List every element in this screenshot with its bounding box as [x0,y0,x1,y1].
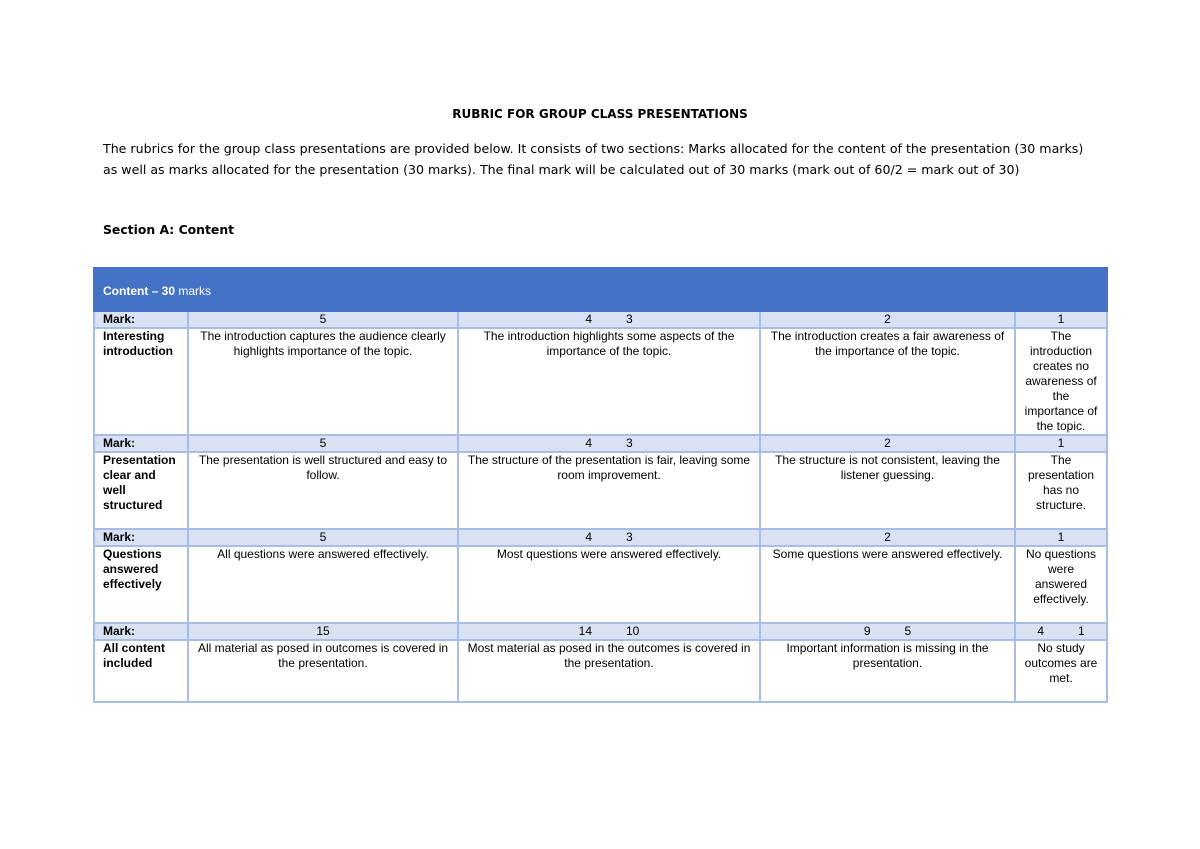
criterion-descriptor: Most questions were answered effectively. [458,546,760,623]
intro-line-2: as well as marks allocated for the presentation (30 marks). The final mark will be calculated out of 30 marks (mark out of 60/2 = mark out of 30) [103,162,1020,177]
criterion-name: Questions answered effectively [94,546,188,623]
criterion-descriptor: Most material as posed in the outcomes is covered in the presentation. [458,640,760,702]
mark-value: 4 [585,436,592,450]
mark-value: 9 [863,624,871,638]
mark-value-cell [458,623,760,640]
mark-value-cell [760,435,1015,452]
mark-row [94,435,1107,452]
criterion-descriptor: The introduction highlights some aspects of the importance of the topic. [458,328,760,435]
criterion-descriptor: The introduction creates a fair awareness of the importance of the topic. [760,328,1015,435]
mark-value-cell [458,529,760,546]
criterion-descriptor: The structure of the presentation is fair, leaving some room improvement. [458,452,760,529]
mark-label: Mark: [94,311,188,328]
mark-value-cell [188,435,458,452]
mark-value: 5 [904,624,912,638]
mark-label: Mark: [94,623,188,640]
mark-value: 1 [1057,436,1065,450]
criterion-descriptor: Important information is missing in the presentation. [760,640,1015,702]
mark-value-cell [1015,529,1107,546]
mark-value: 1 [1057,530,1065,544]
criterion-descriptor: The introduction creates no awareness of the importance of the topic. [1015,328,1107,435]
criterion-descriptor: All questions were answered effectively. [188,546,458,623]
criterion-descriptor: No study outcomes are met. [1015,640,1107,702]
mark-value: 4 [1037,624,1045,638]
mark-value-cell [458,435,760,452]
mark-row [94,623,1107,640]
intro-paragraph [103,138,1103,180]
table-banner-row [94,268,1107,311]
mark-value-cell [760,623,1015,640]
mark-value: 5 [319,312,327,326]
section-heading: Section A: Content [103,222,235,237]
mark-value: 5 [319,436,327,450]
mark-value: 15 [316,624,330,638]
mark-value-cell [188,623,458,640]
mark-value: 14 [578,624,592,638]
mark-value: 3 [626,312,633,326]
mark-value: 3 [626,530,633,544]
mark-value: 1 [1057,312,1065,326]
document-title: RUBRIC FOR GROUP CLASS PRESENTATIONS [452,107,748,121]
criterion-row [94,546,1107,623]
mark-row [94,529,1107,546]
criterion-row [94,640,1107,702]
banner-bold-text: Content – 30 [103,284,176,298]
mark-value-cell [760,311,1015,328]
mark-value-cell [1015,623,1107,640]
mark-label: Mark: [94,435,188,452]
mark-value-cell [188,529,458,546]
mark-value-cell [760,529,1015,546]
mark-value: 2 [884,312,891,326]
mark-value: 5 [319,530,327,544]
criterion-name: Interesting introduction [94,328,188,435]
criterion-descriptor: Some questions were answered effectively. [760,546,1015,623]
mark-value: 10 [626,624,640,638]
mark-row [94,311,1107,328]
mark-value-cell [188,311,458,328]
mark-label: Mark: [94,529,188,546]
mark-value: 4 [585,312,592,326]
mark-value: 2 [884,436,891,450]
criterion-descriptor: The structure is not consistent, leaving the listener guessing. [760,452,1015,529]
banner-text: marks [175,284,212,298]
criterion-name: All content included [94,640,188,702]
mark-value-cell [458,311,760,328]
criterion-descriptor: No questions were answered effectively. [1015,546,1107,623]
mark-value: 2 [884,530,891,544]
mark-value: 1 [1078,624,1085,638]
criterion-descriptor: The presentation is well structured and easy to follow. [188,452,458,529]
criterion-descriptor: All material as posed in outcomes is covered in the presentation. [188,640,458,702]
mark-value: 3 [626,436,633,450]
mark-value-cell [1015,435,1107,452]
mark-value: 4 [585,530,592,544]
criterion-name: Presentation clear and well structured [94,452,188,529]
criterion-descriptor: The presentation has no structure. [1015,452,1107,529]
rubric-table [93,267,1108,703]
criterion-descriptor: The introduction captures the audience clearly highlights importance of the topic. [188,328,458,435]
intro-line-1: The rubrics for the group class presentations are provided below. It consists of two sections: Marks allocated for the content of the presentation (30 marks) [103,141,1084,156]
mark-value-cell [1015,311,1107,328]
criterion-row [94,452,1107,529]
table-banner [94,268,1107,311]
criterion-row [94,328,1107,435]
